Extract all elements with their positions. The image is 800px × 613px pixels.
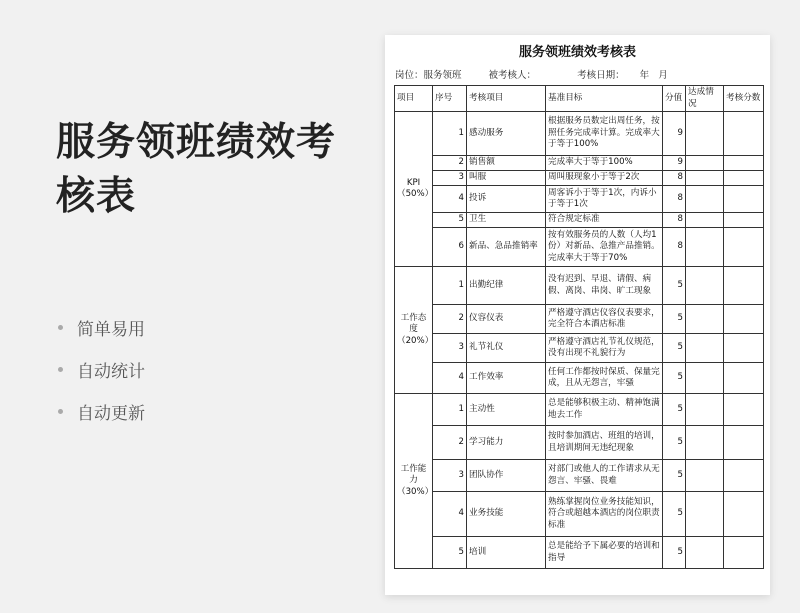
- table-header-row: [395, 86, 764, 112]
- row-number: 6: [433, 228, 467, 267]
- row-number: 1: [433, 267, 467, 305]
- target-text: 按有效服务员的人数（人均1份）对新品、急推产品推销。完成率大于等于70%: [546, 228, 663, 267]
- promo-title: 服务领班绩效考核表: [56, 120, 337, 219]
- row-number: 2: [433, 426, 467, 460]
- row-number: 5: [433, 537, 467, 569]
- item-name: 业务技能: [467, 492, 546, 537]
- group-cell: KPI（50%）: [395, 112, 433, 267]
- sheet-meta: [395, 67, 674, 81]
- score-value: 5: [663, 267, 686, 305]
- target-text: 符合规定标准: [546, 213, 663, 228]
- achievement-cell[interactable]: [686, 112, 724, 156]
- feature-item: [58, 390, 145, 432]
- achievement-cell[interactable]: [686, 426, 724, 460]
- table-row: [395, 305, 764, 334]
- final-score-cell[interactable]: [724, 156, 764, 171]
- final-score-cell[interactable]: [724, 171, 764, 186]
- table-row: [395, 426, 764, 460]
- target-text: 按时参加酒店、班组的培训，且培训期间无违纪现象: [546, 426, 663, 460]
- column-header: 基准目标: [546, 86, 663, 112]
- achievement-cell[interactable]: [686, 537, 724, 569]
- feature-list: [58, 306, 145, 432]
- item-name: 培训: [467, 537, 546, 569]
- target-text: 熟练掌握岗位业务技能知识，符合或超越本酒店的岗位职责标准: [546, 492, 663, 537]
- sheet-title: 服务领班绩效考核表: [518, 45, 636, 60]
- table-row: [395, 394, 764, 426]
- target-text: 总是能给予下属必要的培训和指导: [546, 537, 663, 569]
- promo-panel: [0, 0, 380, 613]
- final-score-cell[interactable]: [724, 267, 764, 305]
- achievement-cell[interactable]: [686, 228, 724, 267]
- feature-label: 自动统计: [77, 361, 145, 382]
- table-row: [395, 267, 764, 305]
- table-row: [395, 213, 764, 228]
- column-header: 项目: [395, 86, 433, 112]
- score-value: 5: [663, 305, 686, 334]
- achievement-cell[interactable]: [686, 267, 724, 305]
- column-header: 考核分数: [724, 86, 764, 112]
- final-score-cell[interactable]: [724, 394, 764, 426]
- table-row: [395, 492, 764, 537]
- target-text: 严格遵守酒店仪容仪表要求，完全符合本酒店标准: [546, 305, 663, 334]
- final-score-cell[interactable]: [724, 492, 764, 537]
- target-text: 任何工作都按时保质、保量完成，且从无怨言，牢骚: [546, 363, 663, 394]
- final-score-cell[interactable]: [724, 228, 764, 267]
- row-number: 2: [433, 156, 467, 171]
- achievement-cell[interactable]: [686, 492, 724, 537]
- row-number: 3: [433, 334, 467, 363]
- month-label: 月: [658, 70, 668, 81]
- item-name: 团队协作: [467, 460, 546, 492]
- position-label: 岗位：服务领班: [395, 70, 462, 81]
- score-value: 9: [663, 112, 686, 156]
- feature-label: 简单易用: [77, 319, 145, 340]
- column-header: 分值: [663, 86, 686, 112]
- achievement-cell[interactable]: [686, 213, 724, 228]
- final-score-cell[interactable]: [724, 112, 764, 156]
- final-score-cell[interactable]: [724, 305, 764, 334]
- item-name: 仪容仪表: [467, 305, 546, 334]
- table-row: [395, 228, 764, 267]
- target-text: 总是能够积极主动、精神饱满地去工作: [546, 394, 663, 426]
- item-name: 工作效率: [467, 363, 546, 394]
- row-number: 1: [433, 394, 467, 426]
- table-row: [395, 112, 764, 156]
- score-value: 8: [663, 171, 686, 186]
- achievement-cell[interactable]: [686, 171, 724, 186]
- row-number: 1: [433, 112, 467, 156]
- table-row: [395, 363, 764, 394]
- final-score-cell[interactable]: [724, 213, 764, 228]
- feature-item: [58, 348, 145, 390]
- feature-item: [58, 306, 145, 348]
- final-score-cell[interactable]: [724, 537, 764, 569]
- item-name: 卫生: [467, 213, 546, 228]
- item-name: 新品、急品推销率: [467, 228, 546, 267]
- target-text: 严格遵守酒店礼节礼仪规范，没有出现不礼貌行为: [546, 334, 663, 363]
- score-value: 5: [663, 334, 686, 363]
- group-cell: 工作能力（30%）: [395, 394, 433, 569]
- bullet-icon: [58, 367, 63, 372]
- target-text: 没有迟到、早退、请假、病假、离岗、串岗、旷工现象: [546, 267, 663, 305]
- achievement-cell[interactable]: [686, 363, 724, 394]
- table-row: [395, 460, 764, 492]
- achievement-cell[interactable]: [686, 186, 724, 213]
- item-name: 出勤纪律: [467, 267, 546, 305]
- table-row: [395, 537, 764, 569]
- score-value: 9: [663, 156, 686, 171]
- achievement-cell[interactable]: [686, 305, 724, 334]
- row-number: 3: [433, 171, 467, 186]
- item-name: 主动性: [467, 394, 546, 426]
- item-name: 投诉: [467, 186, 546, 213]
- item-name: 礼节礼仪: [467, 334, 546, 363]
- assessee-label: 被考核人：: [488, 70, 537, 81]
- row-number: 5: [433, 213, 467, 228]
- score-value: 5: [663, 492, 686, 537]
- feature-label: 自动更新: [77, 403, 145, 424]
- year-label: 年: [639, 70, 650, 81]
- target-text: 对部门或他人的工作请求从无怨言、牢骚、畏难: [546, 460, 663, 492]
- item-name: 叫服: [467, 171, 546, 186]
- bullet-icon: [58, 409, 63, 414]
- date-label: 考核日期：: [577, 70, 625, 81]
- score-value: 5: [663, 394, 686, 426]
- target-text: 周客诉小于等于1次，内诉小于等于1次: [546, 186, 663, 213]
- target-text: 周叫服现象小于等于2次: [546, 171, 663, 186]
- target-text: 根据服务员数定出周任务，按照任务完成率计算。完成率大于等于100%: [546, 112, 663, 156]
- table-row: [395, 334, 764, 363]
- achievement-cell[interactable]: [686, 334, 724, 363]
- table-row: [395, 171, 764, 186]
- column-header: 达成情况: [686, 86, 724, 112]
- group-cell: 工作态度（20%）: [395, 267, 433, 394]
- bullet-icon: [58, 325, 63, 330]
- document-preview: [385, 35, 770, 595]
- score-value: 8: [663, 186, 686, 213]
- row-number: 3: [433, 460, 467, 492]
- score-value: 5: [663, 363, 686, 394]
- item-name: 学习能力: [467, 426, 546, 460]
- item-name: 感动服务: [467, 112, 546, 156]
- achievement-cell[interactable]: [686, 394, 724, 426]
- table-row: [395, 156, 764, 171]
- score-value: 5: [663, 537, 686, 569]
- table-row: [395, 186, 764, 213]
- achievement-cell[interactable]: [686, 156, 724, 171]
- score-value: 5: [663, 426, 686, 460]
- final-score-cell[interactable]: [724, 460, 764, 492]
- target-text: 完成率大于等于100%: [546, 156, 663, 171]
- final-score-cell[interactable]: [724, 334, 764, 363]
- item-name: 销售额: [467, 156, 546, 171]
- row-number: 4: [433, 492, 467, 537]
- score-value: 5: [663, 460, 686, 492]
- score-value: 8: [663, 213, 686, 228]
- achievement-cell[interactable]: [686, 460, 724, 492]
- final-score-cell[interactable]: [724, 363, 764, 394]
- assessment-table: [394, 85, 764, 569]
- final-score-cell[interactable]: [724, 426, 764, 460]
- score-value: 8: [663, 228, 686, 267]
- column-header: 序号: [433, 86, 467, 112]
- column-header: 考核项目: [467, 86, 546, 112]
- row-number: 4: [433, 363, 467, 394]
- row-number: 2: [433, 305, 467, 334]
- row-number: 4: [433, 186, 467, 213]
- final-score-cell[interactable]: [724, 186, 764, 213]
